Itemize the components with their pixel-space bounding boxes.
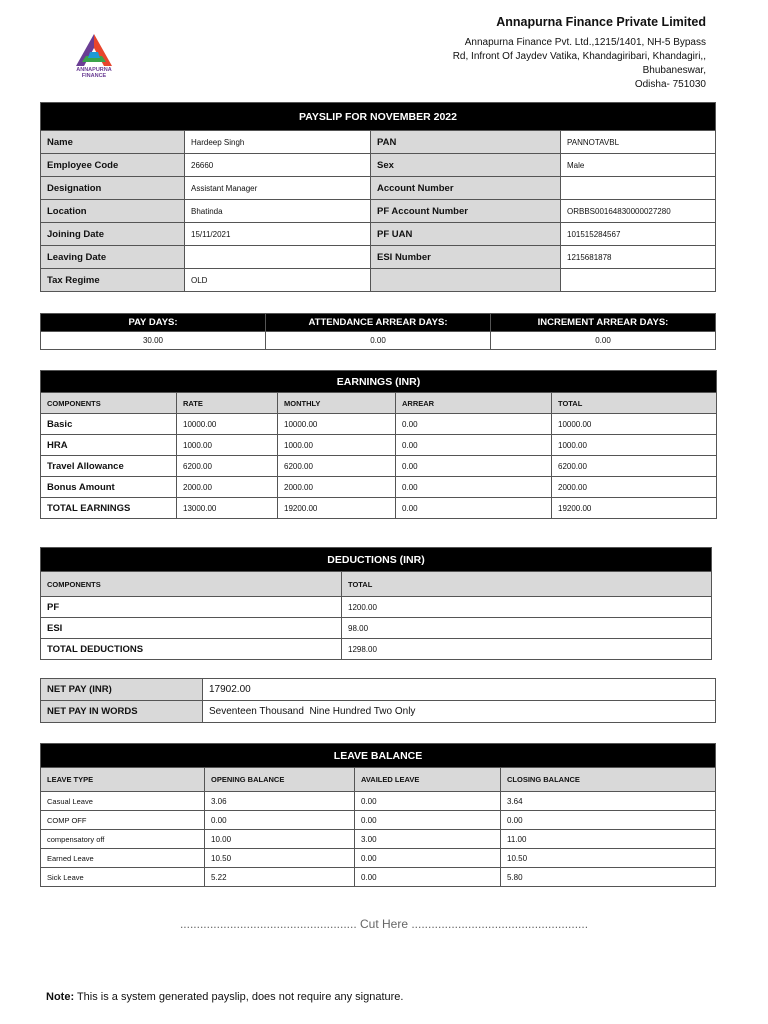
table-row [41,868,716,887]
component-name: ESI [41,618,342,639]
net-pay-words-label: NET PAY IN WORDS [41,701,203,723]
closing-balance-cell: 11.00 [501,830,716,849]
field-value: Bhatinda [185,200,371,223]
opening-balance-cell: 10.50 [205,849,355,868]
increment-arrear-label: INCREMENT ARREAR DAYS: [491,314,716,332]
monthly-cell: 6200.00 [278,456,396,477]
field-label: Joining Date [41,223,185,246]
total-cell: 1000.00 [552,435,717,456]
opening-balance-cell: 5.22 [205,868,355,887]
column-header: LEAVE TYPE [41,768,205,792]
table-row [41,618,712,639]
total-earnings-label: TOTAL EARNINGS [41,498,177,519]
company-name: Annapurna Finance Private Limited [496,15,706,29]
closing-balance-cell: 0.00 [501,811,716,830]
total-cell: 10000.00 [552,414,717,435]
logo-subtext: FINANCE [81,73,107,79]
leave-type: Earned Leave [41,849,205,868]
column-header: COMPONENTS [41,572,342,597]
field-label: Designation [41,177,185,200]
note-label: Note: [46,991,75,1003]
column-header: RATE [177,393,278,414]
table-row [41,498,717,519]
field-label: Account Number [371,177,561,200]
arrear-cell: 0.00 [396,456,552,477]
deductions-table [40,547,712,660]
table-row [41,154,716,177]
table-row [41,830,716,849]
employee-info-table [40,102,716,292]
field-value [561,269,716,292]
net-pay-words-value: Seventeen Thousand Nine Hundred Two Only [203,701,716,723]
field-label: ESI Number [371,246,561,269]
leave-balance-title: LEAVE BALANCE [41,744,716,768]
column-header: TOTAL [342,572,712,597]
availed-leave-cell: 0.00 [355,849,501,868]
field-label: PAN [371,131,561,154]
column-header: TOTAL [552,393,717,414]
component-name: PF [41,597,342,618]
field-value: PANNOTAVBL [561,131,716,154]
arrear-cell: 0.00 [396,498,552,519]
component-name: Travel Allowance [41,456,177,477]
rate-cell: 10000.00 [177,414,278,435]
total-deductions-label: TOTAL DEDUCTIONS [41,639,342,660]
payslip-title: PAYSLIP FOR NOVEMBER 2022 [41,103,716,131]
total-cell: 6200.00 [552,456,717,477]
rate-cell: 13000.00 [177,498,278,519]
table-row [41,177,716,200]
table-row [41,246,716,269]
field-value: OLD [185,269,371,292]
total-cell: 1200.00 [342,597,712,618]
availed-leave-cell: 0.00 [355,792,501,811]
closing-balance-cell: 10.50 [501,849,716,868]
arrear-cell: 0.00 [396,477,552,498]
attendance-arrear-value: 0.00 [266,332,491,350]
table-row [41,597,712,618]
deductions-title: DEDUCTIONS (INR) [41,548,712,572]
table-row [41,200,716,223]
field-label [371,269,561,292]
attendance-arrear-label: ATTENDANCE ARREAR DAYS: [266,314,491,332]
field-label: PF Account Number [371,200,561,223]
component-name: HRA [41,435,177,456]
field-label: Leaving Date [41,246,185,269]
opening-balance-cell: 3.06 [205,792,355,811]
field-value: Assistant Manager [185,177,371,200]
logo-text: ANNAPURNA [76,67,112,73]
field-value [185,246,371,269]
field-label: PF UAN [371,223,561,246]
leave-type: Casual Leave [41,792,205,811]
column-header: COMPONENTS [41,393,177,414]
opening-balance-cell: 10.00 [205,830,355,849]
field-value: ORBBS00164830000027280 [561,200,716,223]
availed-leave-cell: 3.00 [355,830,501,849]
table-row [41,456,717,477]
monthly-cell: 1000.00 [278,435,396,456]
field-value: 1215681878 [561,246,716,269]
leave-type: compensatory off [41,830,205,849]
column-header: CLOSING BALANCE [501,768,716,792]
field-label: Employee Code [41,154,185,177]
rate-cell: 2000.00 [177,477,278,498]
increment-arrear-value: 0.00 [491,332,716,350]
address-line: Odisha- 751030 [634,79,706,90]
arrear-cell: 0.00 [396,414,552,435]
net-pay-value: 17902.00 [203,679,716,701]
total-cell: 98.00 [342,618,712,639]
leave-balance-table [40,743,716,887]
field-label: Tax Regime [41,269,185,292]
earnings-table [40,370,717,519]
column-header: ARREAR [396,393,552,414]
note-text: This is a system generated payslip, does not require any signature. [74,991,404,1003]
table-row [41,639,712,660]
table-row [41,811,716,830]
company-address [406,36,706,92]
closing-balance-cell: 3.64 [501,792,716,811]
component-name: Bonus Amount [41,477,177,498]
table-row [41,131,716,154]
field-value: 26660 [185,154,371,177]
rate-cell: 6200.00 [177,456,278,477]
field-value [561,177,716,200]
net-pay-label: NET PAY (INR) [41,679,203,701]
table-row [41,792,716,811]
field-label: Sex [371,154,561,177]
net-pay-table [40,678,716,723]
closing-balance-cell: 5.80 [501,868,716,887]
pay-days-label: PAY DAYS: [41,314,266,332]
monthly-cell: 2000.00 [278,477,396,498]
monthly-cell: 19200.00 [278,498,396,519]
field-value: Hardeep Singh [185,131,371,154]
field-label: Name [41,131,185,154]
address-line: Bhubaneswar, [642,65,706,76]
table-row [41,269,716,292]
table-row [41,414,717,435]
field-value: 15/11/2021 [185,223,371,246]
opening-balance-cell: 0.00 [205,811,355,830]
column-header: OPENING BALANCE [205,768,355,792]
address-line: Annapurna Finance Pvt. Ltd.,1215/1401, NH-5 Bypass [464,37,706,48]
logo-wordmark [66,67,122,79]
days-table [40,313,716,350]
field-label: Location [41,200,185,223]
column-header: MONTHLY [278,393,396,414]
availed-leave-cell: 0.00 [355,811,501,830]
field-value: 101515284567 [561,223,716,246]
table-row [41,477,717,498]
total-cell: 2000.00 [552,477,717,498]
component-name: Basic [41,414,177,435]
pay-days-value: 30.00 [41,332,266,350]
total-cell: 1298.00 [342,639,712,660]
rate-cell: 1000.00 [177,435,278,456]
leave-type: Sick Leave [41,868,205,887]
total-cell: 19200.00 [552,498,717,519]
table-row [41,435,717,456]
earnings-title: EARNINGS (INR) [41,371,717,393]
table-row [41,849,716,868]
cut-here-line: ..................................................... Cut Here ..................................................... [179,917,589,931]
footer-note [46,991,403,1003]
table-row [41,223,716,246]
address-line: Rd, Infront Of Jaydev Vatika, Khandagiribari, Khandagiri,, [452,51,706,62]
availed-leave-cell: 0.00 [355,868,501,887]
column-header: AVAILED LEAVE [355,768,501,792]
arrear-cell: 0.00 [396,435,552,456]
field-value: Male [561,154,716,177]
monthly-cell: 10000.00 [278,414,396,435]
leave-type: COMP OFF [41,811,205,830]
